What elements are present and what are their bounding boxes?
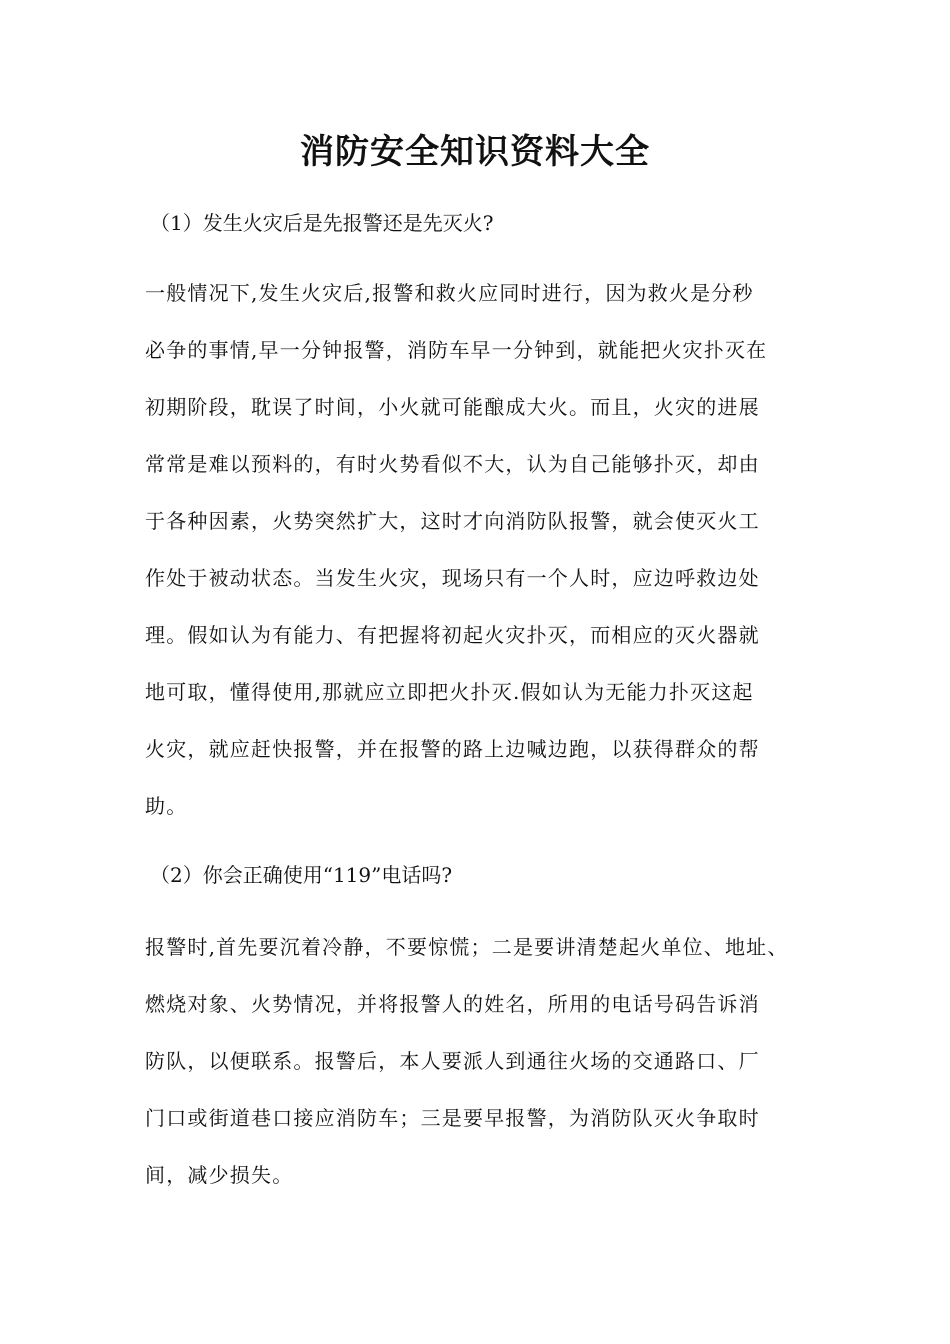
answer-1-line: 常常是难以预料的，有时火势看似不大，认为自己能够扑灭，却由 bbox=[145, 452, 760, 476]
answer-2-line: 防队，以便联系。报警后，本人要派人到通往火场的交通路口、厂 bbox=[145, 1049, 760, 1073]
answer-1-line: 必争的事情,早一分钟报警，消防车早一分钟到，就能把火灾扑灭在 bbox=[145, 338, 768, 362]
answer-1-line: 于各种因素，火势突然扩大，这时才向消防队报警，就会使灭火工 bbox=[145, 509, 760, 533]
answer-1-line: 一般情况下,发生火灾后,报警和救火应同时进行，因为救火是分秒 bbox=[145, 281, 754, 305]
document-title: 消防安全知识资料大全 bbox=[300, 132, 650, 172]
answer-2-line: 门口或街道巷口接应消防车；三是要早报警，为消防队灭火争取时 bbox=[145, 1106, 760, 1130]
answer-2-line: 报警时,首先要沉着冷静，不要惊慌；二是要讲清楚起火单位、地址、 bbox=[145, 935, 789, 959]
answer-1-paragraph bbox=[145, 265, 845, 835]
answer-1-line: 作处于被动状态。当发生火灾，现场只有一个人时，应边呼救边处 bbox=[145, 566, 760, 590]
answer-2-line: 间，减少损失。 bbox=[145, 1163, 294, 1187]
answer-1-line: 初期阶段，耽误了时间，小火就可能酿成大火。而且，火灾的进展 bbox=[145, 395, 760, 419]
answer-2-paragraph bbox=[145, 919, 845, 1204]
answer-1-line: 理。假如认为有能力、有把握将初起火灾扑灭，而相应的灭火器就 bbox=[145, 623, 760, 647]
question-1-heading: （1）发生火灾后是先报警还是先灭火? bbox=[150, 211, 494, 235]
answer-1-line: 助。 bbox=[145, 794, 188, 818]
question-2-heading: （2）你会正确使用“119”电话吗? bbox=[150, 863, 453, 887]
answer-2-line: 燃烧对象、火势情况，并将报警人的姓名，所用的电话号码告诉消 bbox=[145, 992, 760, 1016]
answer-1-line: 火灾，就应赶快报警，并在报警的路上边喊边跑，以获得群众的帮 bbox=[145, 737, 760, 761]
answer-1-line: 地可取，懂得使用,那就应立即把火扑灭.假如认为无能力扑灭这起 bbox=[145, 680, 754, 704]
